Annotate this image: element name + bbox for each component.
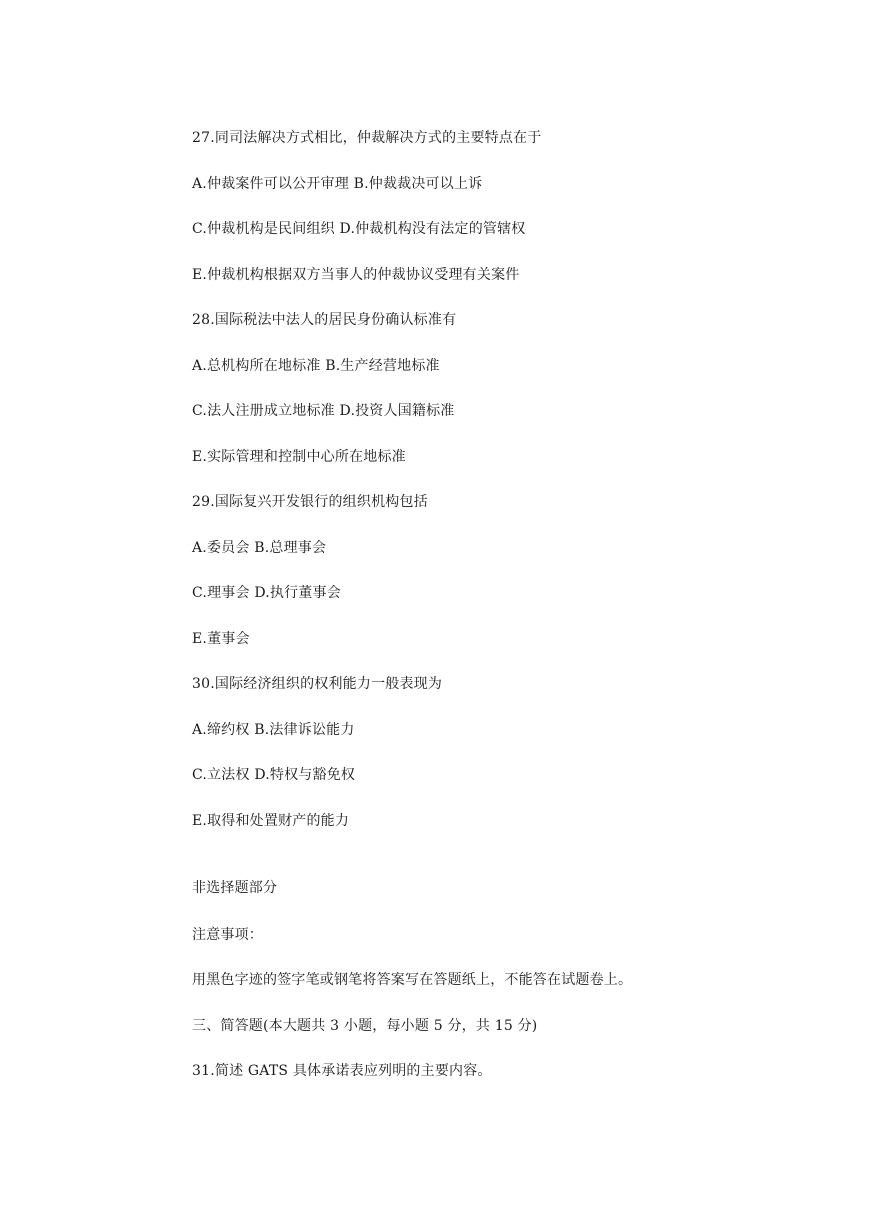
question-30-stem: 30.国际经济组织的权利能力一般表现为 xyxy=(192,676,443,692)
question-27-options-cd: C.仲裁机构是民间组织 D.仲裁机构没有法定的管辖权 xyxy=(192,221,526,237)
question-28-options-ab: A.总机构所在地标准 B.生产经营地标准 xyxy=(192,358,440,374)
notice-heading: 注意事项： xyxy=(192,927,263,943)
question-30-options-cd: C.立法权 D.特权与豁免权 xyxy=(192,767,356,783)
question-29-options-cd: C.理事会 D.执行董事会 xyxy=(192,585,341,601)
question-29-option-e: E.董事会 xyxy=(192,631,250,647)
question-31: 31.简述 GATS 具体承诺表应列明的主要内容。 xyxy=(192,1063,492,1079)
part-heading: 三、简答题(本大题共 3 小题，每小题 5 分，共 15 分) xyxy=(192,1018,538,1034)
question-30-option-e: E.取得和处置财产的能力 xyxy=(192,813,350,829)
question-27-stem: 27.同司法解决方式相比，仲裁解决方式的主要特点在于 xyxy=(192,130,542,146)
question-27-option-e: E.仲裁机构根据双方当事人的仲裁协议受理有关案件 xyxy=(192,267,520,283)
question-29-options-ab: A.委员会 B.总理事会 xyxy=(192,540,327,556)
question-27-options-ab: A.仲裁案件可以公开审理 B.仲裁裁决可以上诉 xyxy=(192,176,483,192)
notice-text: 用黑色字迹的签字笔或钢笔将答案写在答题纸上，不能答在试题卷上。 xyxy=(192,972,633,988)
question-28-stem: 28.国际税法中法人的居民身份确认标准有 xyxy=(192,312,457,328)
question-30-options-ab: A.缔约权 B.法律诉讼能力 xyxy=(192,722,355,738)
question-28-options-cd: C.法人注册成立地标准 D.投资人国籍标准 xyxy=(192,403,455,419)
question-29-stem: 29.国际复兴开发银行的组织机构包括 xyxy=(192,494,428,510)
section-title: 非选择题部分 xyxy=(192,880,278,896)
question-28-option-e: E.实际管理和控制中心所在地标准 xyxy=(192,449,406,465)
